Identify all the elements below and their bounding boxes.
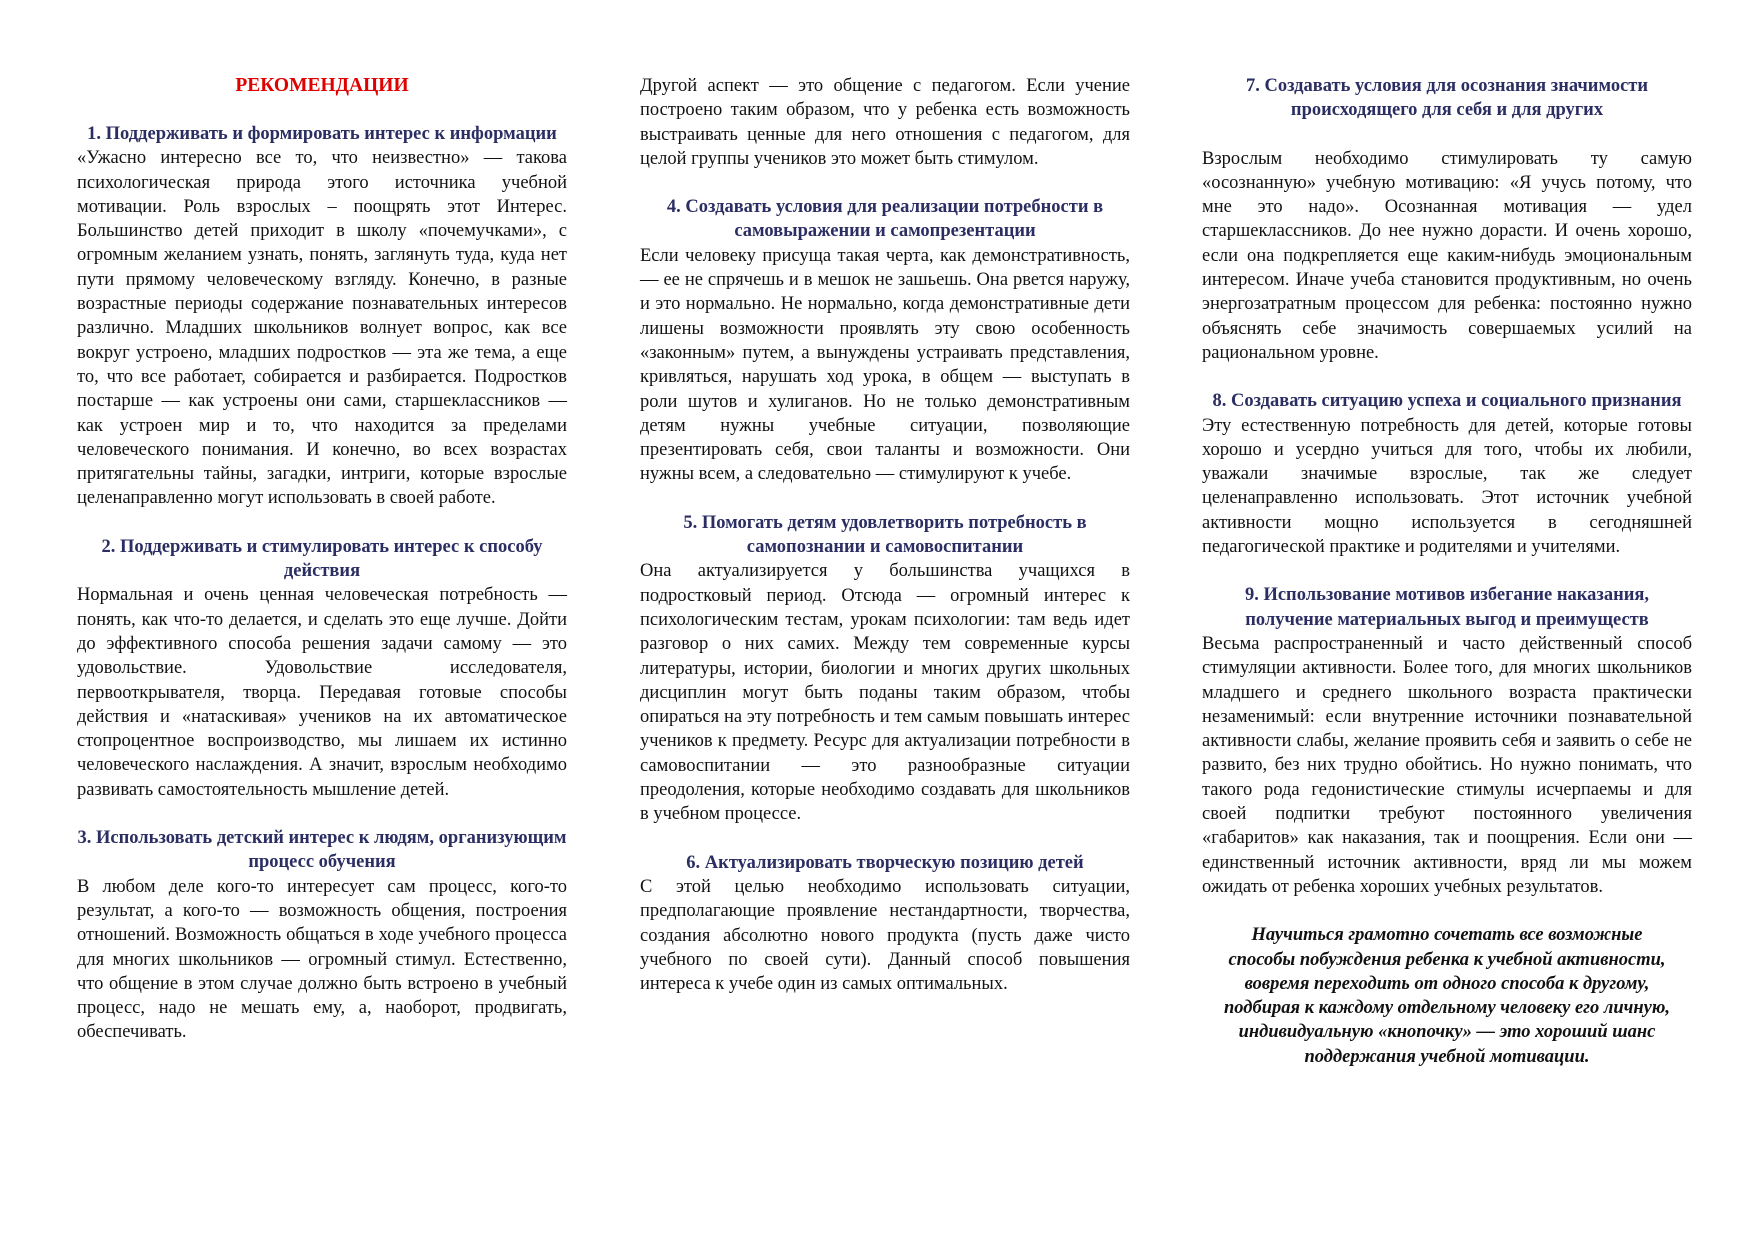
section-3-text: В любом деле кого-то интересует сам процесс, кого-то результат, а кого-то — возможность общения, построения отношений. Возможность общаться в ходе учебного процесса для многих школьников — огромный стимул. Естественно, что общение в этом случае должно быть встроено в учебный процесс, надо не мешать ему, а, наоборот, продвигать, обеспечивать. — [77, 876, 567, 1043]
section-8-heading: 8. Создавать ситуацию успеха и социального признания — [1212, 391, 1682, 412]
section-6-heading: 6. Актуализировать творческую позицию детей — [686, 852, 1084, 873]
section-4-text: Если человеку присуща такая черта, как демонстративность, — ее не спрячешь и в мешок не зашьешь. Она рвется наружу, и это нормально. Не нормально, когда демонстративные дети лишены возможности проявлять эту свою особенность «законным» путем, а вынуждены устраивать представления, кривляться, нарушать ход урока, в общем — выступать в роли шутов и хулиганов. Но не только демонстративным детям нужны учебные ситуации, позволяющие презентировать себя, свои таланты и возможности. Они нужны всем, а следовательно — стимулируют к учебе. — [640, 245, 1130, 485]
section-1-heading: 1. Поддерживать и формировать интерес к информации — [87, 124, 557, 144]
section-2-heading: 2. Поддерживать и стимулировать интерес к способу действия — [101, 536, 543, 582]
section-6-text: С этой целью необходимо использовать ситуации, предполагающие проявление нестандартности, творчества, создания абсолютно нового продукта (пусть даже чисто учебного по своей сути). Данный способ повышения интереса к учебе один из самых оптимальных. — [640, 876, 1130, 995]
section-9-heading: 9. Использование мотивов избегание наказания, получение материальных выгод и преимуществ — [1244, 585, 1650, 630]
section-9-text: Весьма распространенный и часто действенный способ стимуляции активности. Более того, для многих школьников младшего и среднего школьного возраста практически незаменимый: если внутренние источники познавательной активности слабы, желание проявить себя и заявить о себе не развито, без них трудно обойтись. Но нужно понимать, что такого рода гедонистические стимулы исчерпаемы и для своей подпитки требуют постоянного увеличения «габаритов» как наказания, так и поощрения. Если они — единственный источник активности, вряд ли мы можем ожидать от ребенка хороших учебных результатов. — [1202, 633, 1692, 897]
column-1 — [77, 74, 567, 1045]
section-7-heading: 7. Создавать условия для осознания значимости происходящего для себя и для других — [1245, 76, 1649, 121]
section-7-text: Взрослым необходимо стимулировать ту самую «осознанную» учебную мотивацию: «Я учусь потому, что мне это надо». Осознанная мотивация — удел старшеклассников. До нее нужно дорасти. И очень хорошо, если она подкрепляется еще каким-нибудь эмоциональным интересом. Иначе учеба становится продуктивным, но очень энергозатратным процессом для ребенка: постоянно нужно объяснять себе значимость совершаемых усилий на рациональном уровне. — [1202, 148, 1692, 363]
section-3-text-continued: Другой аспект — это общение с педагогом. Если учение построено таким образом, что у ребенка есть возможность выстраивать ценные для него отношения с педагогом, для целой группы учеников это может быть стимулом. — [640, 76, 1130, 169]
section-4-heading: 4. Создавать условия для реализации потребности в самовыражении и самопрезентации — [666, 197, 1104, 242]
section-8-text: Эту естественную потребность для детей, которые готовы хорошо и усердно учиться для того, чтобы их любили, уважали значимые взрослые, так же следует целенаправленно использовать. Этот источник учебной активности мощно используется в сегодняшней педагогической практике и родителями и учителями. — [1202, 415, 1692, 558]
column-3 — [1202, 74, 1692, 1069]
column-2 — [640, 74, 1130, 996]
page-title: РЕКОМЕНДАЦИИ — [235, 75, 409, 96]
section-2-text: Нормальная и очень ценная человеческая потребность — понять, как что-то делается, и сделать это еще лучше. Дойти до эффективного способа решения задачи самому — это удовольствие. Удовольствие исследователя, первооткрывателя, творца. Передавая готовые способы действия и «натаскивая» учеников на их автоматическое стопроцентное воспроизводство, мы лишаем их истинно человеческого наслаждения. А значит, взрослым необходимо развивать самостоятельность мышление детей. — [77, 585, 567, 800]
section-5-text: Она актуализируется у большинства учащихся в подростковый период. Отсюда — огромный интерес к психологическим тестам, урокам психологии: там ведь идет разговор о них самих. Между тем современные курсы литературы, истории, биологии и многих других школьных дисциплин могут быть поданы таким образом, чтобы опираться на эту потребность и тем самым повышать интерес учеников к предмету. Ресурс для актуализации потребности в самовоспитании — это разнообразные ситуации преодоления, которые необходимо создавать для школьников в учебном процессе. — [640, 561, 1130, 825]
closing-statement: Научиться грамотно сочетать все возможные способы побуждения ребенка к учебной активности, вовремя переходить от одного способа к другому, подбирая к каждому отдельному человеку его личную, индивидуальную «кнопочку» — это хороший шанс поддержания учебной мотивации. — [1224, 925, 1670, 1067]
section-3-heading: 3. Использовать детский интерес к людям, организующим процесс обучения — [77, 828, 567, 873]
section-1-text: «Ужасно интересно все то, что неизвестно» — такова психологическая природа этого источника учебной мотивации. Роль взрослых – поощрять этот Интерес. Большинство детей приходит в школу «почемучками», с огромным желанием узнать, понять, заглянуть туда, куда нет пути прямому человеческому взгляду. Конечно, в разные возрастные периоды содержание познавательных интересов различно. Младших школьников волнует вопрос, как все вокруг устроено, младших подростков — эта же тема, а еще то, что все работает, собирается и разбирается. Подростков постарше — как устроены они сами, старшеклассников — как устроен мир и то, что находится за пределами человеческого понимания. И конечно, во всех возрастах притягательны тайны, загадки, интриги, которые взрослые целенаправленно могут использовать в своей работе. — [77, 148, 567, 509]
section-5-heading: 5. Помогать детям удовлетворить потребность в самопознании и самовоспитании — [683, 512, 1087, 558]
